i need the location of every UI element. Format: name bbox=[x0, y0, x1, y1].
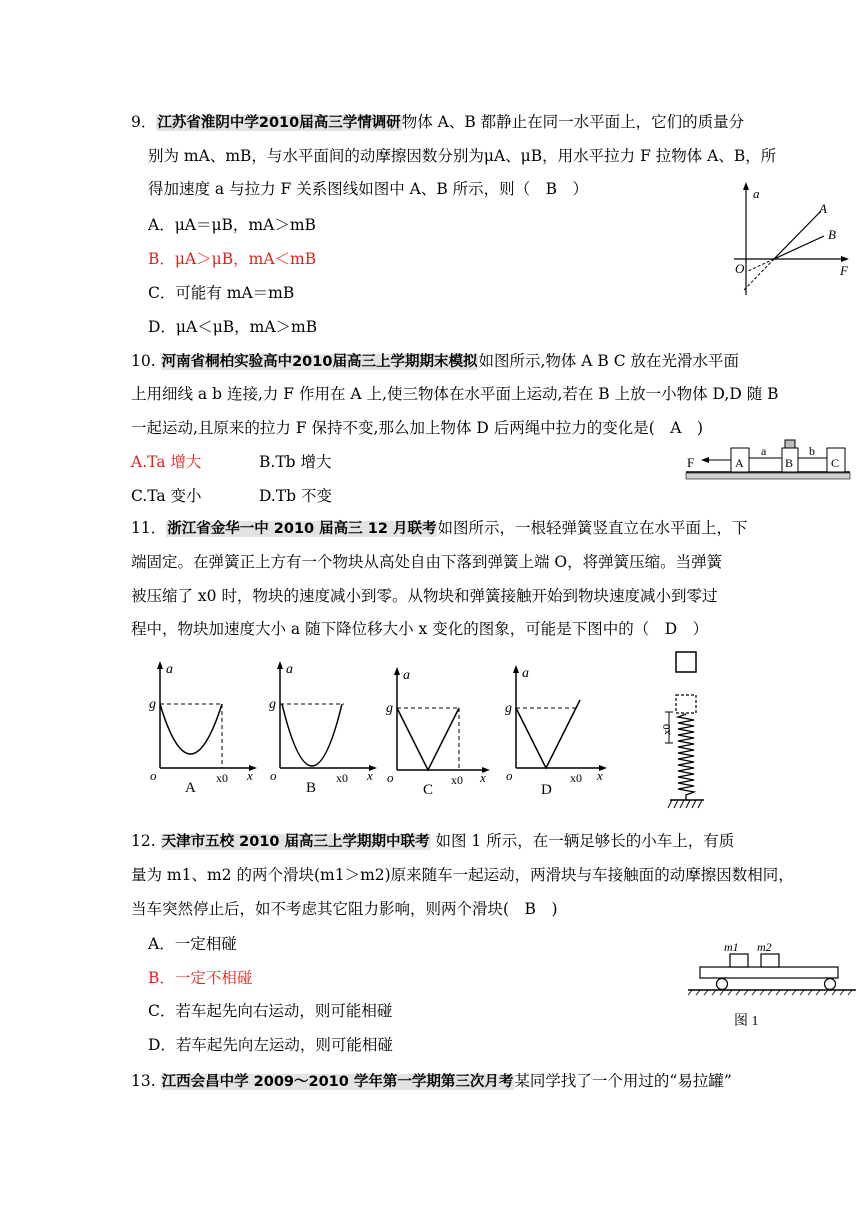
q9-text-1: 物体 A、B 都静止在同一水平面上，它们的质量分 bbox=[401, 113, 745, 131]
q10-fig-F: F bbox=[687, 455, 695, 470]
q9-fig-B: B bbox=[828, 227, 836, 242]
q12-number: 12. bbox=[131, 832, 156, 850]
q12-line2: 量为 m1、m2 的两个滑块(m1＞m2)原来随车一起运动，两滑块与车接触面的动摩擦因数相同， bbox=[131, 866, 794, 884]
q11-graph-b-x0: x0 bbox=[336, 771, 348, 785]
q11-graph-d bbox=[502, 660, 617, 798]
q12-line1 bbox=[131, 831, 734, 852]
q9-option-b: B．μA＞μB，mA＜mB bbox=[148, 250, 317, 268]
q11-graph-d-x0: x0 bbox=[570, 771, 582, 785]
q10-option-c: C.Ta 变小 bbox=[131, 487, 202, 505]
q11-graph-d-g: g bbox=[505, 701, 512, 716]
q10-option-b: B.Tb 增大 bbox=[259, 453, 332, 471]
q11-graph-a-label: A bbox=[185, 780, 196, 796]
q10-number: 10. bbox=[131, 352, 156, 370]
q11-graph-b-o: o bbox=[270, 768, 277, 783]
q10-fig-C: C bbox=[831, 456, 840, 470]
q11-graph-b bbox=[270, 658, 385, 796]
q11-text-1: 如图所示，一根轻弹簧竖直立在水平面上，下 bbox=[437, 519, 748, 537]
q12-option-b: B．一定不相碰 bbox=[148, 969, 253, 987]
q9-line-A bbox=[774, 211, 821, 259]
q13-text-1: 某同学找了一个用过的“易拉罐” bbox=[514, 1072, 732, 1090]
q11-graph-a-x0: x0 bbox=[216, 771, 228, 785]
q10-fig-A: A bbox=[735, 456, 744, 470]
q11-spring-x0: x0 bbox=[661, 724, 673, 735]
q12-option-c: C．若车起先向右运动，则可能相碰 bbox=[148, 1002, 393, 1020]
q11-graph-d-label: D bbox=[541, 782, 552, 798]
q11-graph-b-label: B bbox=[306, 780, 317, 796]
q9-option-d: D．μA＜μB，mA＞mB bbox=[148, 318, 318, 336]
q10-source: 河南省桐柏实验高中2010届高三上学期期末模拟 bbox=[161, 354, 478, 370]
q12-fig-caption: 图 1 bbox=[734, 1014, 759, 1029]
q11-line4: 程中，物块加速度大小 a 随下降位移大小 x 变化的图象，可能是下图中的（ D ） bbox=[131, 620, 709, 638]
q11-graph-b-xlabel: x bbox=[367, 768, 373, 783]
q11-graph-c-o: o bbox=[387, 770, 394, 785]
q10-option-a: A.Ta 增大 bbox=[131, 453, 202, 471]
q9-line1 bbox=[131, 112, 744, 133]
q13-line1 bbox=[131, 1071, 732, 1092]
q10-fig-a: a bbox=[761, 444, 767, 458]
q11-graph-c-g: g bbox=[386, 701, 393, 716]
q12-source: 天津市五校 2010 届高三上学期期中联考 bbox=[161, 834, 430, 850]
q9-fig-O: O bbox=[735, 261, 745, 276]
q10-line1 bbox=[131, 351, 739, 372]
q9-number: 9． bbox=[131, 113, 157, 131]
q11-graph-c bbox=[385, 662, 500, 800]
q9-line-B bbox=[774, 236, 824, 259]
q11-graph-b-g: g bbox=[269, 697, 276, 712]
q11-graph-a-xlabel: x bbox=[247, 768, 253, 783]
q9-aF-graph bbox=[728, 180, 854, 300]
q11-line2: 端固定。在弹簧正上方有一个物块从高处自由下落到弹簧上端 O，将弹簧压缩。当弹簧 bbox=[131, 553, 723, 571]
q12-option-a: A．一定相碰 bbox=[148, 935, 237, 953]
q11-spring-figure bbox=[648, 646, 718, 816]
q10-option-d: D.Tb 不变 bbox=[259, 487, 332, 505]
q10-line2: 上用细线 a b 连接,力 F 作用在 A 上,使三物体在水平面上运动,若在 B 上放一小物体 D,D 随 B bbox=[131, 385, 779, 403]
q9-line3: 得加速度 a 与拉力 F 关系图线如图中 A、B 所示，则（ B ） bbox=[148, 180, 589, 198]
q9-option-c: C．可能有 mA＝mB bbox=[148, 284, 295, 302]
q12-line3: 当车突然停止后，如不考虑其它阻力影响，则两个滑块( B ) bbox=[131, 900, 558, 918]
q12-fig-m2: m2 bbox=[757, 940, 772, 954]
q11-graph-a-g: g bbox=[149, 697, 156, 712]
q11-number: 11． bbox=[131, 519, 167, 537]
q11-graph-d-ylabel: a bbox=[522, 666, 529, 681]
q11-graph-a-o: o bbox=[150, 768, 157, 783]
q9-source: 江苏省淮阴中学2010届高三学情调研 bbox=[157, 115, 401, 131]
q12-option-d: D．若车起先向左运动，则可能相碰 bbox=[148, 1036, 393, 1054]
q10-line3: 一起运动,且原来的拉力 F 保持不变,那么加上物体 D 后两绳中拉力的变化是( A ) bbox=[131, 419, 704, 437]
q12-fig-m1: m1 bbox=[724, 940, 739, 954]
q11-graph-d-xlabel: x bbox=[597, 768, 603, 783]
q12-cart-figure bbox=[686, 936, 858, 1036]
q11-graph-a bbox=[150, 658, 265, 796]
q11-source: 浙江省金华一中 2010 届高三 12 月联考 bbox=[167, 521, 437, 537]
q9-fig-A: A bbox=[819, 201, 827, 216]
q11-graph-c-x0: x0 bbox=[451, 773, 463, 787]
q9-option-a: A．μA＝μB，mA＞mB bbox=[148, 216, 316, 234]
q11-graph-c-xlabel: x bbox=[480, 770, 486, 785]
q13-number: 13. bbox=[131, 1072, 156, 1090]
q10-blocks-figure bbox=[684, 436, 854, 482]
q12-text-1: 如图 1 所示，在一辆足够长的小车上，有质 bbox=[430, 832, 735, 850]
q9-fig-F: F bbox=[840, 263, 848, 278]
q9-line2: 别为 mA、mB，与水平面间的动摩擦因数分别为μA、μB，用水平拉力 F 拉物体 A、B，所 bbox=[148, 147, 777, 165]
q11-graph-a-ylabel: a bbox=[166, 662, 173, 677]
q11-graph-c-label: C bbox=[423, 782, 434, 798]
q13-source: 江西会昌中学 2009～2010 学年第一学期第三次月考 bbox=[161, 1074, 514, 1090]
q10-fig-B: B bbox=[785, 456, 794, 470]
q11-graph-d-o: o bbox=[506, 768, 513, 783]
q11-graph-c-ylabel: a bbox=[403, 668, 410, 683]
q10-fig-b: b bbox=[809, 444, 815, 458]
q11-graph-b-ylabel: a bbox=[286, 662, 293, 677]
q11-line1 bbox=[131, 518, 747, 539]
q10-text-1: 如图所示,物体 A B C 放在光滑水平面 bbox=[478, 352, 740, 370]
q11-line3: 被压缩了 x0 时，物块的速度减小到零。从物块和弹簧接触开始到物块速度减小到零过 bbox=[131, 587, 718, 605]
q9-fig-a: a bbox=[753, 186, 760, 201]
